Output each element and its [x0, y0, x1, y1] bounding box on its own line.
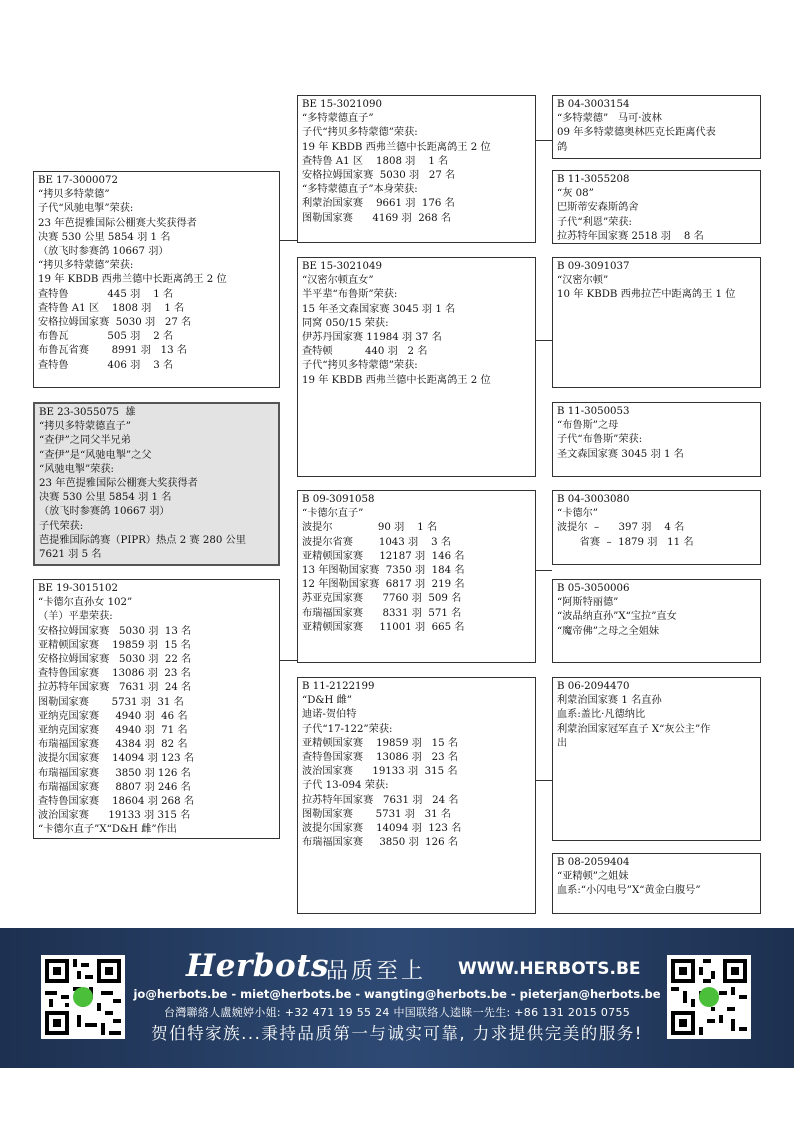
pedigree-line: 图勒国家赛 5731 羽 31 名 — [302, 808, 452, 820]
pedigree-line: 子代“拷贝多特蒙德”荣获: — [302, 360, 418, 372]
pedigree-line: 23 年芭提雅国际公棚赛大奖获得者 — [38, 217, 197, 229]
pedigree-line: “多特蒙德” 马可·波林 — [557, 113, 662, 125]
pedigree-line: 安格拉姆国家赛 5030 羽 13 名 — [38, 625, 192, 637]
pedigree-line: 同窝 050/15 荣获: — [302, 317, 389, 329]
pedigree-line: 安格拉姆国家赛 5030 羽 27 名 — [302, 170, 456, 182]
pedigree-line: 巴斯蒂安森斯鸽舍 — [557, 202, 639, 214]
pedigree-line: 布瑞福国家赛 3850 羽 126 名 — [38, 767, 191, 779]
pedigree-line: 亚精顿国家赛 19859 羽 15 名 — [38, 639, 191, 651]
pedigree-line: 波提尔省赛 1043 羽 3 名 — [302, 536, 452, 548]
pedigree-line: 子代“拷贝多特蒙德”荣获: — [302, 127, 418, 139]
pedigree-line: “查伊”之同父半兄弟 — [39, 435, 131, 447]
sdd-box — [552, 402, 761, 477]
pedigree-line: 09 年多特蒙德奥林匹克长距离代表 — [557, 127, 716, 139]
ddd-box — [552, 853, 761, 914]
pedigree-line: 迪诺-贺伯特 — [302, 709, 357, 721]
pedigree-line: 子代荣获: — [39, 520, 84, 532]
pedigree-line: 子代“风驰电掣”荣获: — [38, 203, 134, 215]
pedigree-line: “拷贝多特蒙德”荣获: — [38, 260, 134, 272]
pedigree-line: “灰 08” — [557, 188, 594, 200]
pedigree-line: “卡德尔直子”X“D&H 雌”作出 — [38, 824, 177, 836]
pedigree-line: 12 年图勒国家赛 6817 羽 219 名 — [302, 579, 465, 591]
pedigree-line: （放飞时参赛鸽 10667 羽） — [38, 246, 169, 258]
pedigree-line: 10 年 KBDB 西弗拉芒中距离鸽王 1 位 — [557, 289, 736, 301]
pedigree-line: 波提尔国家赛 14094 羽 123 名 — [302, 823, 462, 835]
pedigree-line: “拷贝多特蒙德直子” — [39, 421, 131, 433]
pedigree-line: 图勒国家赛 5731 羽 31 名 — [38, 696, 184, 708]
pedigree-line: 布鲁瓦省赛 8991 羽 13 名 — [38, 345, 188, 357]
pedigree-line: “风驰电掣”荣获: — [39, 463, 114, 475]
pedigree-line: 省赛 – 1879 羽 11 名 — [557, 536, 694, 548]
ring-number: BE 15-3021090 — [302, 99, 382, 110]
pedigree-line: 查特鲁国家赛 18604 羽 268 名 — [38, 796, 195, 808]
dds-box — [552, 677, 761, 841]
pedigree-line: 布瑞福国家赛 4384 羽 82 名 — [38, 739, 188, 751]
ring-number: B 11-2122199 — [302, 681, 375, 692]
pedigree-line: “布鲁斯”之母 — [557, 420, 619, 432]
sds-box — [552, 257, 761, 388]
ring-number: B 09-3091037 — [557, 261, 630, 272]
pedigree-line: “D&H 雌” — [302, 695, 352, 707]
brand-row — [186, 948, 641, 986]
pedigree-line: “魔帝佛”之母之全姐妹 — [557, 625, 660, 637]
pedigree-line: 波提尔 90 羽 1 名 — [302, 522, 438, 534]
dss-box — [552, 490, 761, 565]
connector-line — [536, 140, 552, 141]
pedigree-line: 查特顿 440 羽 2 名 — [302, 346, 428, 358]
slogan: 品质至上 — [326, 959, 427, 984]
pedigree-line: “汉密尔顿” — [557, 275, 609, 287]
ring-number: B 04-3003080 — [557, 494, 630, 505]
pedigree-line: 亚纳克国家赛 4940 羽 71 名 — [38, 725, 188, 737]
pedigree-line: 安格拉姆国家赛 5030 羽 27 名 — [38, 317, 192, 329]
ring-number: BE 19-3015102 — [38, 583, 118, 594]
sire-sire-box — [297, 95, 536, 243]
pedigree-line: 拉苏特年国家赛 7631 羽 24 名 — [302, 794, 459, 806]
pedigree-line: 7621 羽 5 名 — [39, 549, 102, 561]
pedigree-line: 利蒙治国家赛 1 名直孙 — [557, 695, 662, 707]
pedigree-line: 决赛 530 公里 5854 羽 1 名 — [38, 231, 171, 243]
connector-line — [280, 240, 297, 241]
ssd-box — [552, 170, 761, 244]
website-link[interactable]: WWW.HERBOTS.BE — [458, 959, 641, 979]
connector-line — [536, 570, 552, 571]
pedigree-line: 查特鲁国家赛 13086 羽 23 名 — [38, 668, 191, 680]
pedigree-line: 拉苏特年国家赛 7631 羽 24 名 — [38, 682, 192, 694]
sire-dam-box — [297, 257, 536, 477]
pedigree-line: 亚精顿国家赛 12187 羽 146 名 — [302, 550, 465, 562]
pedigree-line: 子代“利恩”荣获: — [557, 216, 632, 228]
pedigree-line: （羊）平辈荣获: — [38, 611, 113, 623]
pedigree-line: 13 年图勒国家赛 7350 羽 184 名 — [302, 565, 465, 577]
dam-dam-box — [297, 677, 536, 914]
pedigree-line: “汉密尔顿直女” — [302, 275, 374, 287]
pedigree-line: 查特鲁 A1 区 1808 羽 1 名 — [38, 302, 185, 314]
pedigree-line: “多特蒙德直子” — [302, 113, 374, 125]
pedigree-line: “波晶纳直孙”X“宝拉”直女 — [557, 611, 677, 623]
pedigree-line: 子代“17-122”荣获: — [302, 723, 393, 735]
pedigree-line: 15 年圣文森国家赛 3045 羽 1 名 — [302, 303, 456, 315]
pedigree-line: “多特蒙德直子”本身荣获: — [302, 184, 418, 196]
pedigree-line: 19 年 KBDB 西弗兰德中长距离鸽王 2 位 — [302, 374, 491, 386]
pedigree-line: 亚纳克国家赛 4940 羽 46 名 — [38, 710, 188, 722]
pedigree-line: “查伊”是“风驰电掣”之父 — [39, 449, 152, 461]
pedigree-line: “拷贝多特蒙德” — [38, 189, 110, 201]
pedigree-line: 血系:盖比·凡德纳比 — [557, 709, 646, 721]
pedigree-line: 血系:“小闪电号”X“黄金白腹号” — [557, 885, 701, 897]
pedigree-line: 利蒙治国家冠军直子 X“灰公主”作 — [557, 723, 711, 735]
pedigree-line: 查特鲁 445 羽 1 名 — [38, 288, 174, 300]
pedigree-line: 圣文森国家赛 3045 羽 1 名 — [557, 448, 684, 460]
dam-box — [33, 579, 280, 839]
pedigree-line: 查特鲁 406 羽 3 名 — [38, 359, 174, 371]
dsd-box — [552, 579, 761, 663]
sire-box — [33, 171, 280, 388]
connector-line — [536, 340, 552, 341]
pedigree-line: 布鲁瓦 505 羽 2 名 — [38, 331, 174, 343]
pedigree-line: 查特鲁 A1 区 1808 羽 1 名 — [302, 155, 449, 167]
connector-line — [280, 660, 297, 661]
pedigree-line: 波治国家赛 19133 羽 315 名 — [302, 766, 458, 778]
subject-pigeon-box — [33, 402, 280, 566]
motto: 贺伯特家族...秉持品质第一与诚实可靠, 力求提供完美的服务! — [151, 1024, 643, 1043]
pedigree-line: 查特鲁国家赛 13086 羽 23 名 — [302, 752, 459, 764]
pedigree-line: 利蒙治国家赛 9661 羽 176 名 — [302, 198, 455, 210]
pedigree-line: 决赛 530 公里 5854 羽 1 名 — [39, 492, 172, 504]
pedigree-line: 半平辈“布鲁斯”荣获: — [302, 289, 398, 301]
ring-number: BE 23-3055075 雄 — [39, 407, 136, 418]
pedigree-line: 子代“布鲁斯”荣获: — [557, 434, 643, 446]
email-addresses[interactable]: jo@herbots.be - miet@herbots.be - wangting@herbots.be - pieterjan@herbots.be — [133, 987, 661, 1001]
pedigree-line: “阿斯特丽德” — [557, 597, 619, 609]
ring-number: B 11-3055208 — [557, 174, 630, 185]
pedigree-line: 波治国家赛 19133 羽 315 名 — [38, 810, 191, 822]
pedigree-line: “卡德尔” — [557, 508, 598, 520]
pedigree-line: 23 年芭提雅国际公棚赛大奖获得者 — [39, 478, 198, 490]
pedigree-line: 布瑞福国家赛 8331 羽 571 名 — [302, 607, 462, 619]
ring-number: B 05-3050006 — [557, 583, 630, 594]
ring-number: BE 15-3021049 — [302, 261, 382, 272]
pedigree-line: “卡德尔直孙女 102” — [38, 597, 133, 609]
contact-phones: 台灣聯絡人盧婉婷小姐: +32 471 19 55 24 中国联络人逵睐一先生: +86 131 2015 0755 — [163, 1006, 631, 1019]
ring-number: B 04-3003154 — [557, 99, 630, 110]
pedigree-line: 波提尔国家赛 14094 羽 123 名 — [38, 753, 195, 765]
connector-line — [536, 780, 552, 781]
ring-number: B 09-3091058 — [302, 494, 375, 505]
pedigree-line: “卡德尔直子” — [302, 508, 364, 520]
ring-number: B 11-3050053 — [557, 406, 630, 417]
pedigree-line: 子代 13-094 荣获: — [302, 780, 389, 792]
dam-sire-box — [297, 490, 536, 663]
pedigree-line: 亚精顿国家赛 19859 羽 15 名 — [302, 737, 459, 749]
sss-box — [552, 95, 761, 159]
ring-number: B 06-2094470 — [557, 681, 630, 692]
pedigree-line: 布瑞福国家赛 3850 羽 126 名 — [302, 837, 459, 849]
pedigree-line: 伊苏丹国家赛 11984 羽 37 名 — [302, 332, 442, 344]
pedigree-line: 亚精顿国家赛 11001 羽 665 名 — [302, 621, 465, 633]
pedigree-line: 布瑞福国家赛 8807 羽 246 名 — [38, 781, 191, 793]
pedigree-line: 19 年 KBDB 西弗兰德中长距离鸽王 2 位 — [302, 141, 491, 153]
pedigree-line: 出 — [557, 737, 568, 749]
pedigree-line: “亚精顿”之姐妹 — [557, 871, 629, 883]
ring-number: B 08-2059404 — [557, 857, 630, 868]
pedigree-line: 鸽 — [557, 141, 568, 153]
pedigree-line: 苏亚克国家赛 7760 羽 509 名 — [302, 593, 462, 605]
pedigree-line: 拉苏特年国家赛 2518 羽 8 名 — [557, 230, 704, 242]
pedigree-line: （放飞时参赛鸽 10667 羽） — [39, 506, 170, 518]
pedigree-line: 19 年 KBDB 西弗兰德中长距离鸽王 2 位 — [38, 274, 227, 286]
pedigree-line: 芭提雅国际鸽赛（PIPR）热点 2 赛 280 公里 — [39, 534, 246, 546]
pedigree-line: 图勒国家赛 4169 羽 268 名 — [302, 212, 452, 224]
pedigree-line: 波提尔 – 397 羽 4 名 — [557, 522, 685, 534]
herbots-logo: Herbots — [186, 948, 329, 984]
ring-number: BE 17-3000072 — [38, 175, 118, 186]
pedigree-line: 安格拉姆国家赛 5030 羽 22 名 — [38, 654, 192, 666]
